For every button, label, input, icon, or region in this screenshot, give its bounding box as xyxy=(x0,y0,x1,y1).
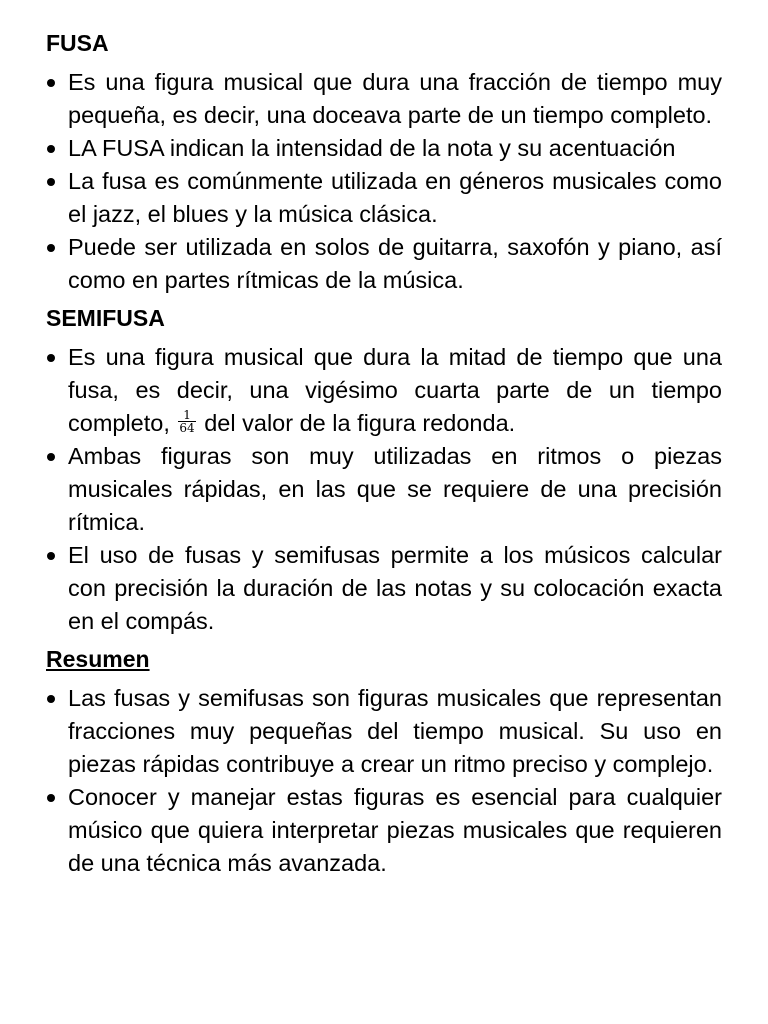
list-item-text: Las fusas y semifusas son figuras musicales que representan fracciones muy pequeñas del tiempo musical. Su uso en piezas rápidas contribuye a crear un ritmo preciso y complejo. xyxy=(68,685,722,777)
bullet-icon xyxy=(47,695,55,703)
bullet-icon xyxy=(47,552,55,560)
fraction-numerator: 1 xyxy=(178,409,195,422)
heading-resumen: Resumen xyxy=(46,646,150,672)
list-item xyxy=(46,539,722,638)
list-item xyxy=(46,440,722,539)
bullet-icon xyxy=(47,453,55,461)
bullet-icon xyxy=(47,145,55,153)
section-fusa xyxy=(46,28,722,297)
bullet-list-fusa xyxy=(46,66,722,297)
list-item xyxy=(46,781,722,880)
list-item xyxy=(46,341,722,440)
document-page xyxy=(46,28,722,886)
bullet-list-resumen xyxy=(46,682,722,880)
heading-semifusa: SEMIFUSA xyxy=(46,305,165,331)
fraction xyxy=(178,409,195,434)
bullet-icon xyxy=(47,178,55,186)
list-item xyxy=(46,132,722,165)
heading-fusa: FUSA xyxy=(46,30,109,56)
fraction-denominator: 64 xyxy=(179,421,195,436)
list-item-text: Puede ser utilizada en solos de guitarra, saxofón y piano, así como en partes rítmicas de la música. xyxy=(68,234,722,293)
list-item-text: LA FUSA indican la intensidad de la nota y su acentuación xyxy=(68,135,676,161)
list-item-text: Es una figura musical que dura una fracción de tiempo muy pequeña, es decir, una doceava parte de un tiempo completo. xyxy=(68,69,722,128)
bullet-icon xyxy=(47,79,55,87)
bullet-icon xyxy=(47,244,55,252)
list-item-text: Ambas figuras son muy utilizadas en ritmos o piezas musicales rápidas, en las que se requiere de una precisión rítmica. xyxy=(68,443,722,535)
bullet-icon xyxy=(47,794,55,802)
bullet-icon xyxy=(47,354,55,362)
list-item xyxy=(46,165,722,231)
section-semifusa xyxy=(46,303,722,638)
list-item-text: El uso de fusas y semifusas permite a los músicos calcular con precisión la duración de las notas y su colocación exacta en el compás. xyxy=(68,542,722,634)
list-item xyxy=(46,682,722,781)
section-resumen xyxy=(46,644,722,880)
list-item xyxy=(46,66,722,132)
list-item-text-before: Es una figura musical que dura la mitad de tiempo que una fusa, es decir, una vigésimo cuarta parte de un tiempo completo, xyxy=(68,344,722,436)
list-item-text: La fusa es comúnmente utilizada en géneros musicales como el jazz, el blues y la música clásica. xyxy=(68,168,722,227)
list-item xyxy=(46,231,722,297)
bullet-list-semifusa xyxy=(46,341,722,638)
list-item-text: Conocer y manejar estas figuras es esencial para cualquier músico que quiera interpretar piezas musicales que requieren de una técnica más avanzada. xyxy=(68,784,722,876)
list-item-text-after: del valor de la figura redonda. xyxy=(204,410,516,436)
